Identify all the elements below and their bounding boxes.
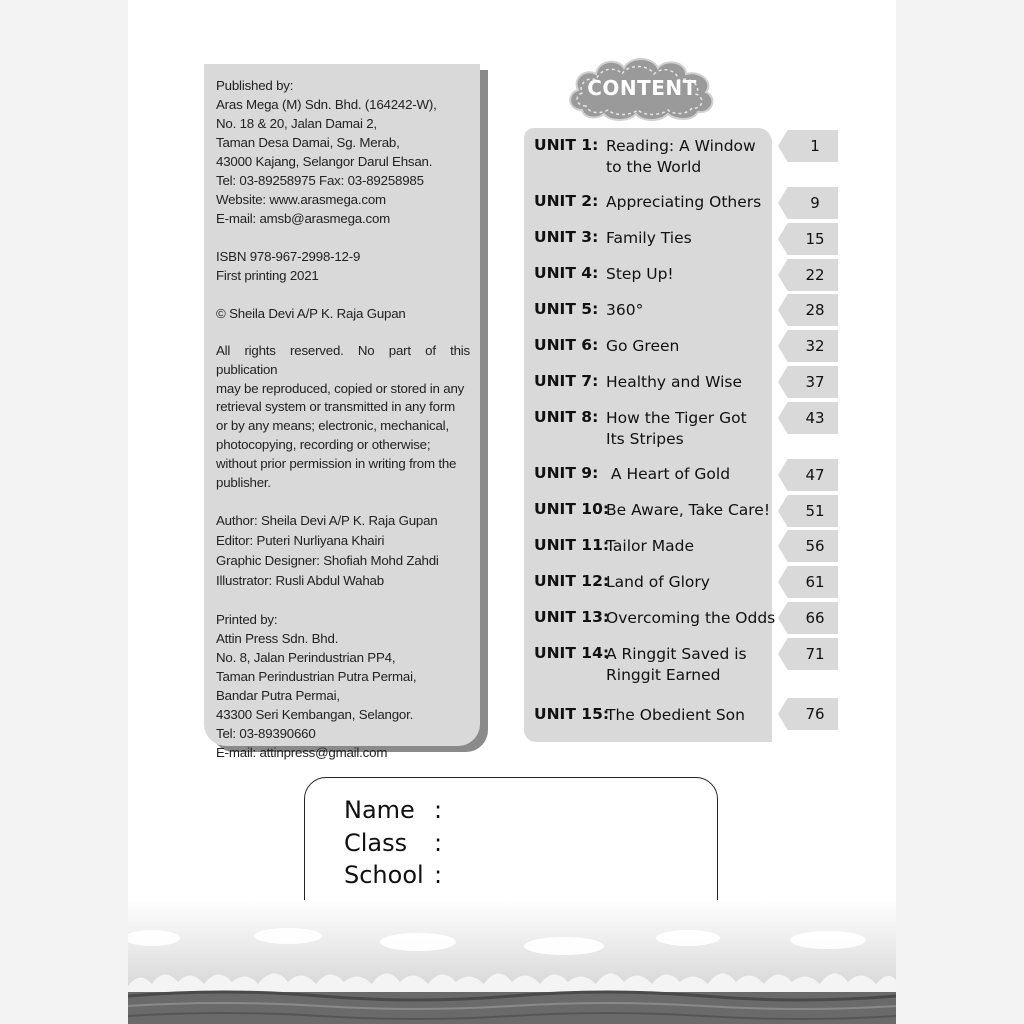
toc-unit-label: UNIT 2:: [534, 192, 599, 210]
toc-unit-label: UNIT 10:: [534, 500, 610, 518]
toc-unit-label: UNIT 6:: [534, 336, 599, 354]
toc-page-number: 15: [805, 230, 825, 248]
publisher-line: Website: www.arasmega.com: [216, 192, 386, 207]
book-page: [128, 0, 896, 1024]
printer-line: E-mail: attinpress@gmail.com: [216, 745, 388, 761]
toc-unit-label: UNIT 3:: [534, 228, 599, 246]
name-colon: :: [434, 796, 443, 824]
toc-page-number: 56: [805, 537, 825, 555]
toc-unit-label: UNIT 1:: [534, 136, 599, 154]
toc-page-number: 61: [805, 573, 825, 591]
toc-unit-title: Family Ties: [606, 229, 692, 247]
toc-page-number: 32: [805, 337, 825, 355]
class-colon: :: [434, 829, 443, 857]
copyright-block: [216, 304, 470, 323]
toc-unit-label: UNIT 7:: [534, 372, 599, 390]
toc-unit-title: Healthy and Wise: [606, 373, 742, 391]
publisher-line: Tel: 03-89258975 Fax: 03-89258985: [216, 173, 424, 188]
rights-line: or by any means; electronic, mechanical,: [216, 418, 449, 434]
rights-line: photocopying, recording or otherwise;: [216, 436, 431, 452]
publisher-line: Aras Mega (M) Sdn. Bhd. (164242-W),: [216, 97, 437, 112]
printer-line: Attin Press Sdn. Bhd.: [216, 631, 339, 647]
toc-unit-title: Appreciating Others: [606, 193, 762, 211]
toc-page-number: 76: [805, 705, 825, 723]
toc-unit-title: A Ringgit Saved is Ringgit Earned: [606, 645, 747, 684]
printer-line: No. 8, Jalan Perindustrian PP4,: [216, 650, 396, 666]
publisher-line: No. 18 & 20, Jalan Damai 2,: [216, 116, 377, 131]
school-label: School: [344, 861, 424, 889]
toc-unit-title: Tailor Made: [606, 537, 695, 555]
toc-unit-label: UNIT 4:: [534, 264, 599, 282]
toc-page-number: 9: [810, 194, 820, 212]
toc-unit-label: UNIT 11:: [534, 536, 610, 554]
printer-block: [216, 610, 470, 762]
toc-page-number: 66: [805, 609, 825, 627]
content-heading: CONTENT: [587, 76, 697, 100]
toc-page-number: 51: [805, 502, 825, 520]
toc-unit-title: Be Aware, Take Care!: [606, 501, 771, 519]
toc-unit-label: UNIT 13:: [534, 608, 610, 626]
toc-unit-title: Go Green: [606, 337, 680, 355]
publisher-line: 43000 Kajang, Selangor Darul Ehsan.: [216, 154, 433, 169]
credits-block: [216, 511, 470, 591]
publisher-line: Taman Desa Damai, Sg. Merab,: [216, 135, 400, 150]
rights-line: without prior permission in writing from the: [216, 455, 457, 471]
toc-unit-title: The Obedient Son: [606, 706, 745, 724]
toc-unit-label: UNIT 12:: [534, 572, 610, 590]
toc-page-number: 22: [805, 266, 825, 284]
publisher-info-panel: [204, 64, 480, 761]
toc-unit-title: 360°: [606, 301, 644, 319]
toc-unit-title: Step Up!: [606, 265, 674, 283]
clouds-and-sea-decoration: [128, 900, 896, 1024]
toc-unit-label: UNIT 15:: [534, 705, 610, 723]
toc-unit-title: Reading: A Window to the World: [606, 137, 756, 176]
toc-unit-label: UNIT 9:: [534, 464, 599, 482]
rights-line: All rights reserved. No part of this publication: [216, 343, 470, 377]
toc-page-number: 71: [805, 645, 825, 663]
toc-page-number: 28: [805, 301, 825, 319]
credit-line: Illustrator: Rusli Abdul Wahab: [216, 573, 384, 589]
rights-line: retrieval system or transmitted in any form: [216, 399, 455, 415]
name-label: Name: [344, 796, 415, 824]
printing-line: First printing 2021: [216, 268, 319, 283]
credit-line: Editor: Puteri Nurliyana Khairi: [216, 533, 385, 549]
rights-line: publisher.: [216, 474, 271, 490]
toc-unit-title: Land of Glory: [606, 573, 710, 591]
printer-line: Printed by:: [216, 612, 278, 628]
toc-page-number: 47: [805, 466, 825, 484]
rights-line: may be reproduced, copied or stored in any: [216, 380, 465, 396]
copyright-line: © Sheila Devi A/P K. Raja Gupan: [216, 306, 406, 321]
printer-line: Bandar Putra Permai,: [216, 688, 340, 704]
toc-unit-label: UNIT 8:: [534, 408, 599, 426]
isbn-line: ISBN 978-967-2998-12-9: [216, 249, 361, 264]
toc-unit-label: UNIT 14:: [534, 644, 610, 662]
school-colon: :: [434, 861, 443, 889]
class-label: Class: [344, 829, 408, 857]
toc-page-number: 43: [805, 409, 825, 427]
publisher-block: [216, 76, 470, 228]
credit-line: Author: Sheila Devi A/P K. Raja Gupan: [216, 513, 438, 529]
printer-line: Tel: 03-89390660: [216, 726, 316, 742]
toc-unit-title: A Heart of Gold: [606, 465, 731, 483]
toc-unit-title: Overcoming the Odds: [606, 609, 776, 627]
rights-block: [216, 342, 470, 492]
toc-page-number: 1: [810, 137, 820, 155]
publisher-line: Published by:: [216, 78, 294, 93]
printer-line: Taman Perindustrian Putra Permai,: [216, 669, 417, 685]
publisher-line: E-mail: amsb@arasmega.com: [216, 211, 391, 226]
toc-unit-label: UNIT 5:: [534, 300, 599, 318]
credit-line: Graphic Designer: Shofiah Mohd Zahdi: [216, 553, 439, 569]
toc-unit-title: How the Tiger Got Its Stripes: [606, 409, 747, 448]
toc-page-number: 37: [805, 373, 825, 391]
printer-line: 43300 Seri Kembangan, Selangor.: [216, 707, 414, 723]
isbn-block: [216, 247, 470, 285]
